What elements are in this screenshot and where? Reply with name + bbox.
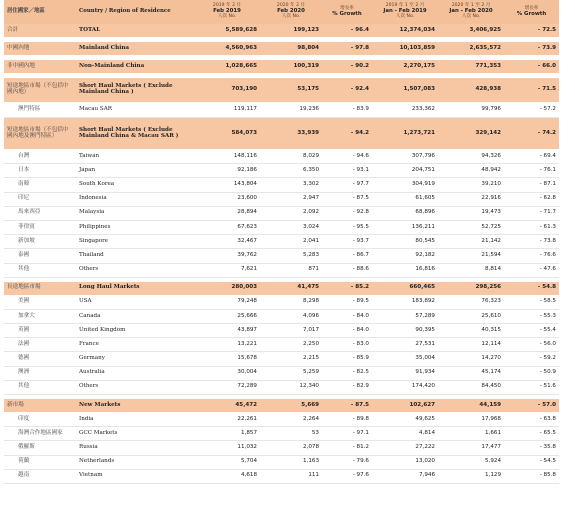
cell-feb2020: 19,236: [260, 103, 322, 118]
region-name-zh: 美國: [4, 295, 76, 309]
cell-growth-feb: - 82.9: [322, 380, 372, 394]
region-name-zh: 日本: [4, 164, 76, 178]
cell-janfeb2019: 174,420: [372, 380, 438, 394]
region-name-zh: 台灣: [4, 150, 76, 164]
cell-growth-feb: - 93.1: [322, 164, 372, 178]
table-row: [4, 206, 559, 220]
table-row: [4, 469, 559, 483]
cell-growth-janfeb: - 55.4: [504, 324, 559, 338]
cell-growth-janfeb: - 56.0: [504, 338, 559, 352]
cell-growth-feb: - 84.0: [322, 324, 372, 338]
cell-janfeb2020: 1,661: [438, 427, 504, 441]
header-growth-janfeb-zh: 增長率: [524, 5, 539, 11]
cell-feb2019: 4,560,963: [194, 42, 260, 56]
cell-feb2019: 11,032: [194, 441, 260, 455]
cell-janfeb2019: 16,816: [372, 263, 438, 277]
cell-janfeb2020: 19,473: [438, 206, 504, 220]
header-growth-janfeb: [504, 0, 559, 24]
region-name-zh: 南韓: [4, 178, 76, 192]
cell-feb2019: 119,117: [194, 103, 260, 118]
cell-janfeb2019: 13,020: [372, 455, 438, 469]
cell-growth-janfeb: - 66.0: [504, 60, 559, 74]
region-name-en: Malaysia: [76, 206, 194, 220]
header-janfeb2019-no: 人次 No.: [395, 13, 415, 19]
cell-feb2020: 2,947: [260, 192, 322, 206]
cell-feb2020: 2,041: [260, 235, 322, 249]
region-name-zh: 其他: [4, 380, 76, 394]
cell-growth-feb: - 86.7: [322, 249, 372, 263]
cell-feb2020: 6,350: [260, 164, 322, 178]
table-row-group: [4, 24, 559, 38]
cell-janfeb2020: 428,938: [438, 78, 504, 103]
table-row: [4, 178, 559, 192]
table-row: [4, 352, 559, 366]
cell-growth-janfeb: - 71.5: [504, 78, 559, 103]
cell-janfeb2020: 76,323: [438, 295, 504, 309]
region-name-en: Others: [76, 380, 194, 394]
cell-janfeb2019: 27,222: [372, 441, 438, 455]
region-name-en: Vietnam: [76, 469, 194, 483]
cell-janfeb2020: 14,270: [438, 352, 504, 366]
cell-feb2019: 703,190: [194, 78, 260, 103]
cell-feb2019: 39,762: [194, 249, 260, 263]
region-name-zh: 英國: [4, 324, 76, 338]
cell-janfeb2020: 45,174: [438, 366, 504, 380]
cell-janfeb2019: 61,605: [372, 192, 438, 206]
cell-janfeb2020: 3,406,925: [438, 24, 504, 38]
region-name-zh: 印尼: [4, 192, 76, 206]
cell-growth-feb: - 83.9: [322, 103, 372, 118]
region-name-en: Short Haul Markets ( Exclude Mainland China & Macau SAR ): [76, 118, 194, 150]
region-name-en: Singapore: [76, 235, 194, 249]
cell-feb2019: 5,589,628: [194, 24, 260, 38]
region-name-zh: 法國: [4, 338, 76, 352]
cell-growth-janfeb: - 54.8: [504, 282, 559, 296]
table-row-group: [4, 42, 559, 56]
cell-growth-feb: - 89.8: [322, 413, 372, 427]
region-name-en: USA: [76, 295, 194, 309]
region-name-en: GCC Markets: [76, 427, 194, 441]
cell-janfeb2019: 27,531: [372, 338, 438, 352]
cell-janfeb2020: 21,142: [438, 235, 504, 249]
cell-feb2020: 98,804: [260, 42, 322, 56]
cell-feb2019: 22,261: [194, 413, 260, 427]
cell-growth-feb: - 94.6: [322, 150, 372, 164]
cell-feb2019: 143,804: [194, 178, 260, 192]
header-feb2019: [194, 0, 260, 24]
cell-feb2020: 3,302: [260, 178, 322, 192]
cell-feb2020: 33,939: [260, 118, 322, 150]
cell-feb2020: 100,319: [260, 60, 322, 74]
cell-feb2020: 5,669: [260, 399, 322, 413]
cell-feb2019: 15,678: [194, 352, 260, 366]
region-name-en: Canada: [76, 309, 194, 323]
cell-growth-janfeb: - 55.3: [504, 309, 559, 323]
visitor-arrivals-table: [4, 0, 559, 484]
cell-janfeb2019: 35,004: [372, 352, 438, 366]
region-name-zh: 德國: [4, 352, 76, 366]
cell-feb2019: 584,073: [194, 118, 260, 150]
cell-growth-feb: - 79.6: [322, 455, 372, 469]
cell-janfeb2019: 233,362: [372, 103, 438, 118]
cell-growth-janfeb: - 76.1: [504, 164, 559, 178]
cell-feb2019: 148,116: [194, 150, 260, 164]
cell-feb2019: 5,704: [194, 455, 260, 469]
region-name-zh: 短途地區市場（不包括中國內地）: [4, 78, 76, 103]
region-name-zh: 海灣合作地區國家: [4, 427, 76, 441]
cell-feb2019: 72,289: [194, 380, 260, 394]
region-name-en: Japan: [76, 164, 194, 178]
region-name-en: Others: [76, 263, 194, 277]
cell-growth-janfeb: - 65.5: [504, 427, 559, 441]
cell-janfeb2019: 102,627: [372, 399, 438, 413]
region-name-en: Philippines: [76, 220, 194, 234]
cell-janfeb2020: 17,477: [438, 441, 504, 455]
cell-growth-janfeb: - 73.9: [504, 42, 559, 56]
cell-growth-janfeb: - 85.8: [504, 469, 559, 483]
header-feb2020-sub: 2020 年 2 月: [276, 3, 306, 9]
table-row: [4, 249, 559, 263]
cell-feb2020: 4,096: [260, 309, 322, 323]
region-name-en: Thailand: [76, 249, 194, 263]
cell-feb2019: 25,666: [194, 309, 260, 323]
cell-janfeb2019: 2,270,175: [372, 60, 438, 74]
cell-janfeb2019: 92,182: [372, 249, 438, 263]
cell-feb2020: 3,024: [260, 220, 322, 234]
cell-growth-feb: - 82.5: [322, 366, 372, 380]
cell-feb2019: 1,857: [194, 427, 260, 441]
cell-feb2020: 2,215: [260, 352, 322, 366]
cell-feb2020: 53: [260, 427, 322, 441]
cell-growth-feb: - 90.2: [322, 60, 372, 74]
header-janfeb2020-main: Jan - Feb 2020: [449, 8, 493, 15]
header-region-zh: 居住國家／地區: [4, 0, 76, 24]
table-row: [4, 192, 559, 206]
cell-feb2019: 67,623: [194, 220, 260, 234]
region-name-en: Australia: [76, 366, 194, 380]
table-row: [4, 309, 559, 323]
cell-growth-feb: - 88.6: [322, 263, 372, 277]
cell-growth-feb: - 95.5: [322, 220, 372, 234]
cell-feb2020: 12,340: [260, 380, 322, 394]
cell-feb2019: 4,618: [194, 469, 260, 483]
table-row-group: [4, 399, 559, 413]
region-name-zh: 俄羅斯: [4, 441, 76, 455]
cell-growth-feb: - 92.4: [322, 78, 372, 103]
cell-janfeb2019: 7,946: [372, 469, 438, 483]
region-name-en: Macau SAR: [76, 103, 194, 118]
region-name-en: Russia: [76, 441, 194, 455]
cell-growth-janfeb: - 51.6: [504, 380, 559, 394]
cell-janfeb2019: 10,103,859: [372, 42, 438, 56]
cell-janfeb2020: 298,256: [438, 282, 504, 296]
cell-feb2019: 13,221: [194, 338, 260, 352]
cell-growth-janfeb: - 59.2: [504, 352, 559, 366]
cell-feb2020: 41,475: [260, 282, 322, 296]
cell-feb2020: 1,163: [260, 455, 322, 469]
cell-growth-janfeb: - 87.1: [504, 178, 559, 192]
cell-janfeb2019: 57,289: [372, 309, 438, 323]
region-name-zh: 泰國: [4, 249, 76, 263]
cell-feb2020: 5,283: [260, 249, 322, 263]
header-region-en: Country / Region of Residence: [76, 0, 194, 24]
cell-janfeb2019: 49,625: [372, 413, 438, 427]
cell-feb2020: 8,029: [260, 150, 322, 164]
region-name-zh: 菲律賓: [4, 220, 76, 234]
region-name-zh: 越南: [4, 469, 76, 483]
cell-janfeb2019: 68,896: [372, 206, 438, 220]
region-name-en: TOTAL: [76, 24, 194, 38]
table-row: [4, 324, 559, 338]
region-name-zh: 中國內地: [4, 42, 76, 56]
cell-growth-janfeb: - 69.4: [504, 150, 559, 164]
table-row: [4, 427, 559, 441]
cell-janfeb2020: 99,796: [438, 103, 504, 118]
cell-growth-janfeb: - 47.6: [504, 263, 559, 277]
header-janfeb2019-sub: 2019 年 1 至 2 月: [385, 3, 425, 9]
region-name-en: South Korea: [76, 178, 194, 192]
table-row: [4, 235, 559, 249]
table-row: [4, 380, 559, 394]
cell-janfeb2020: 40,315: [438, 324, 504, 338]
region-name-en: India: [76, 413, 194, 427]
cell-growth-janfeb: - 57.2: [504, 103, 559, 118]
region-name-en: United Kingdom: [76, 324, 194, 338]
header-feb2019-no: 人次 No.: [217, 13, 237, 19]
cell-janfeb2020: 17,968: [438, 413, 504, 427]
cell-janfeb2020: 22,916: [438, 192, 504, 206]
cell-janfeb2020: 21,594: [438, 249, 504, 263]
cell-feb2019: 7,621: [194, 263, 260, 277]
cell-janfeb2020: 25,610: [438, 309, 504, 323]
table-row: [4, 220, 559, 234]
cell-feb2019: 23,600: [194, 192, 260, 206]
region-name-zh: 新加坡: [4, 235, 76, 249]
cell-growth-feb: - 93.7: [322, 235, 372, 249]
region-name-en: Indonesia: [76, 192, 194, 206]
region-name-zh: 澳門特區: [4, 103, 76, 118]
cell-janfeb2020: 8,814: [438, 263, 504, 277]
table-row: [4, 263, 559, 277]
cell-janfeb2019: 4,814: [372, 427, 438, 441]
header-growth-feb-en: % Growth: [332, 10, 362, 17]
cell-growth-janfeb: - 63.8: [504, 413, 559, 427]
cell-feb2020: 2,092: [260, 206, 322, 220]
cell-feb2020: 2,078: [260, 441, 322, 455]
region-name-en: Mainland China: [76, 42, 194, 56]
header-growth-feb-zh: 增長率: [340, 5, 354, 11]
cell-growth-feb: - 83.0: [322, 338, 372, 352]
cell-growth-feb: - 94.2: [322, 118, 372, 150]
region-name-zh: 合計: [4, 24, 76, 38]
cell-growth-janfeb: - 50.9: [504, 366, 559, 380]
cell-growth-janfeb: - 35.8: [504, 441, 559, 455]
header-janfeb2019-main: Jan - Feb 2019: [383, 8, 427, 15]
cell-janfeb2020: 12,114: [438, 338, 504, 352]
cell-growth-janfeb: - 71.7: [504, 206, 559, 220]
header-feb2019-sub: 2019 年 2 月: [212, 3, 242, 9]
region-name-en: Non-Mainland China: [76, 60, 194, 74]
cell-janfeb2019: 90,395: [372, 324, 438, 338]
region-name-en: New Markets: [76, 399, 194, 413]
table-row: [4, 366, 559, 380]
table-row-group: [4, 60, 559, 74]
header-feb2020-no: 人次 No.: [281, 13, 301, 19]
region-name-en: Long Haul Markets: [76, 282, 194, 296]
cell-feb2020: 199,123: [260, 24, 322, 38]
cell-growth-janfeb: - 76.6: [504, 249, 559, 263]
cell-feb2020: 2,264: [260, 413, 322, 427]
cell-growth-janfeb: - 61.3: [504, 220, 559, 234]
region-name-zh: 其他: [4, 263, 76, 277]
table-row-group: [4, 118, 559, 150]
cell-growth-feb: - 97.8: [322, 42, 372, 56]
table-row: [4, 338, 559, 352]
cell-feb2019: 32,467: [194, 235, 260, 249]
cell-janfeb2019: 80,545: [372, 235, 438, 249]
header-growth-feb: [322, 0, 372, 24]
table-row: [4, 441, 559, 455]
header-feb2020: [260, 0, 322, 24]
region-name-en: France: [76, 338, 194, 352]
cell-feb2020: 5,259: [260, 366, 322, 380]
cell-growth-feb: - 97.6: [322, 469, 372, 483]
cell-feb2019: 43,897: [194, 324, 260, 338]
cell-feb2019: 1,028,665: [194, 60, 260, 74]
header-feb2020-main: Feb 2020: [277, 8, 305, 15]
cell-janfeb2019: 136,211: [372, 220, 438, 234]
table-row: [4, 455, 559, 469]
cell-janfeb2019: 304,919: [372, 178, 438, 192]
cell-feb2020: 8,298: [260, 295, 322, 309]
table-row: [4, 413, 559, 427]
cell-janfeb2020: 52,725: [438, 220, 504, 234]
cell-feb2020: 2,250: [260, 338, 322, 352]
cell-growth-feb: - 97.7: [322, 178, 372, 192]
cell-janfeb2019: 660,465: [372, 282, 438, 296]
cell-growth-feb: - 89.5: [322, 295, 372, 309]
header-growth-janfeb-en: % Growth: [516, 10, 547, 17]
cell-janfeb2020: 48,942: [438, 164, 504, 178]
cell-janfeb2019: 1,507,083: [372, 78, 438, 103]
table-row: [4, 150, 559, 164]
cell-janfeb2020: 1,129: [438, 469, 504, 483]
cell-growth-feb: - 85.9: [322, 352, 372, 366]
cell-janfeb2020: 329,142: [438, 118, 504, 150]
header-janfeb2019: [372, 0, 438, 24]
cell-growth-janfeb: - 62.8: [504, 192, 559, 206]
table-row: [4, 103, 559, 118]
region-name-zh: 短途地區市場（不包括中國內地及澳門特區）: [4, 118, 76, 150]
cell-janfeb2019: 204,751: [372, 164, 438, 178]
cell-growth-janfeb: - 73.8: [504, 235, 559, 249]
cell-feb2020: 53,175: [260, 78, 322, 103]
region-name-zh: 印度: [4, 413, 76, 427]
region-name-zh: 澳洲: [4, 366, 76, 380]
cell-growth-feb: - 85.2: [322, 282, 372, 296]
cell-growth-janfeb: - 54.5: [504, 455, 559, 469]
cell-janfeb2020: 84,450: [438, 380, 504, 394]
region-name-zh: 荷蘭: [4, 455, 76, 469]
cell-janfeb2020: 2,635,572: [438, 42, 504, 56]
cell-growth-janfeb: - 72.5: [504, 24, 559, 38]
cell-feb2019: 28,894: [194, 206, 260, 220]
table-row: [4, 295, 559, 309]
region-name-zh: 非中國內地: [4, 60, 76, 74]
cell-growth-janfeb: - 57.0: [504, 399, 559, 413]
cell-growth-feb: - 87.5: [322, 399, 372, 413]
header-feb2019-main: Feb 2019: [213, 8, 241, 15]
cell-janfeb2020: 44,159: [438, 399, 504, 413]
cell-growth-feb: - 96.4: [322, 24, 372, 38]
cell-growth-feb: - 84.0: [322, 309, 372, 323]
cell-growth-feb: - 92.8: [322, 206, 372, 220]
region-name-en: Taiwan: [76, 150, 194, 164]
cell-janfeb2019: 307,796: [372, 150, 438, 164]
cell-feb2019: 92,186: [194, 164, 260, 178]
cell-janfeb2020: 5,924: [438, 455, 504, 469]
cell-feb2020: 111: [260, 469, 322, 483]
cell-feb2019: 45,472: [194, 399, 260, 413]
cell-feb2020: 7,017: [260, 324, 322, 338]
cell-growth-janfeb: - 74.2: [504, 118, 559, 150]
cell-janfeb2019: 91,934: [372, 366, 438, 380]
cell-growth-janfeb: - 58.5: [504, 295, 559, 309]
cell-janfeb2019: 183,892: [372, 295, 438, 309]
cell-janfeb2019: 12,374,034: [372, 24, 438, 38]
cell-janfeb2019: 1,273,721: [372, 118, 438, 150]
table-row: [4, 164, 559, 178]
region-name-en: Netherlands: [76, 455, 194, 469]
cell-janfeb2020: 771,353: [438, 60, 504, 74]
region-name-en: Germany: [76, 352, 194, 366]
cell-growth-feb: - 87.5: [322, 192, 372, 206]
region-name-zh: 加拿大: [4, 309, 76, 323]
region-name-en: Short Haul Markets ( Exclude Mainland China ): [76, 78, 194, 103]
header-janfeb2020-sub: 2020 年 1 至 2 月: [451, 3, 491, 9]
cell-feb2019: 79,248: [194, 295, 260, 309]
header-janfeb2020: [438, 0, 504, 24]
cell-feb2020: 871: [260, 263, 322, 277]
table-header-row: [4, 0, 559, 24]
region-name-zh: 長途地區市場: [4, 282, 76, 296]
cell-feb2019: 280,003: [194, 282, 260, 296]
header-janfeb2020-no: 人次 No.: [461, 13, 481, 19]
table-row-group: [4, 78, 559, 103]
cell-growth-feb: - 81.2: [322, 441, 372, 455]
cell-janfeb2020: 39,210: [438, 178, 504, 192]
region-name-zh: 馬來西亞: [4, 206, 76, 220]
cell-growth-feb: - 97.1: [322, 427, 372, 441]
table-row-group: [4, 282, 559, 296]
cell-feb2019: 30,004: [194, 366, 260, 380]
cell-janfeb2020: 94,326: [438, 150, 504, 164]
region-name-zh: 新市場: [4, 399, 76, 413]
